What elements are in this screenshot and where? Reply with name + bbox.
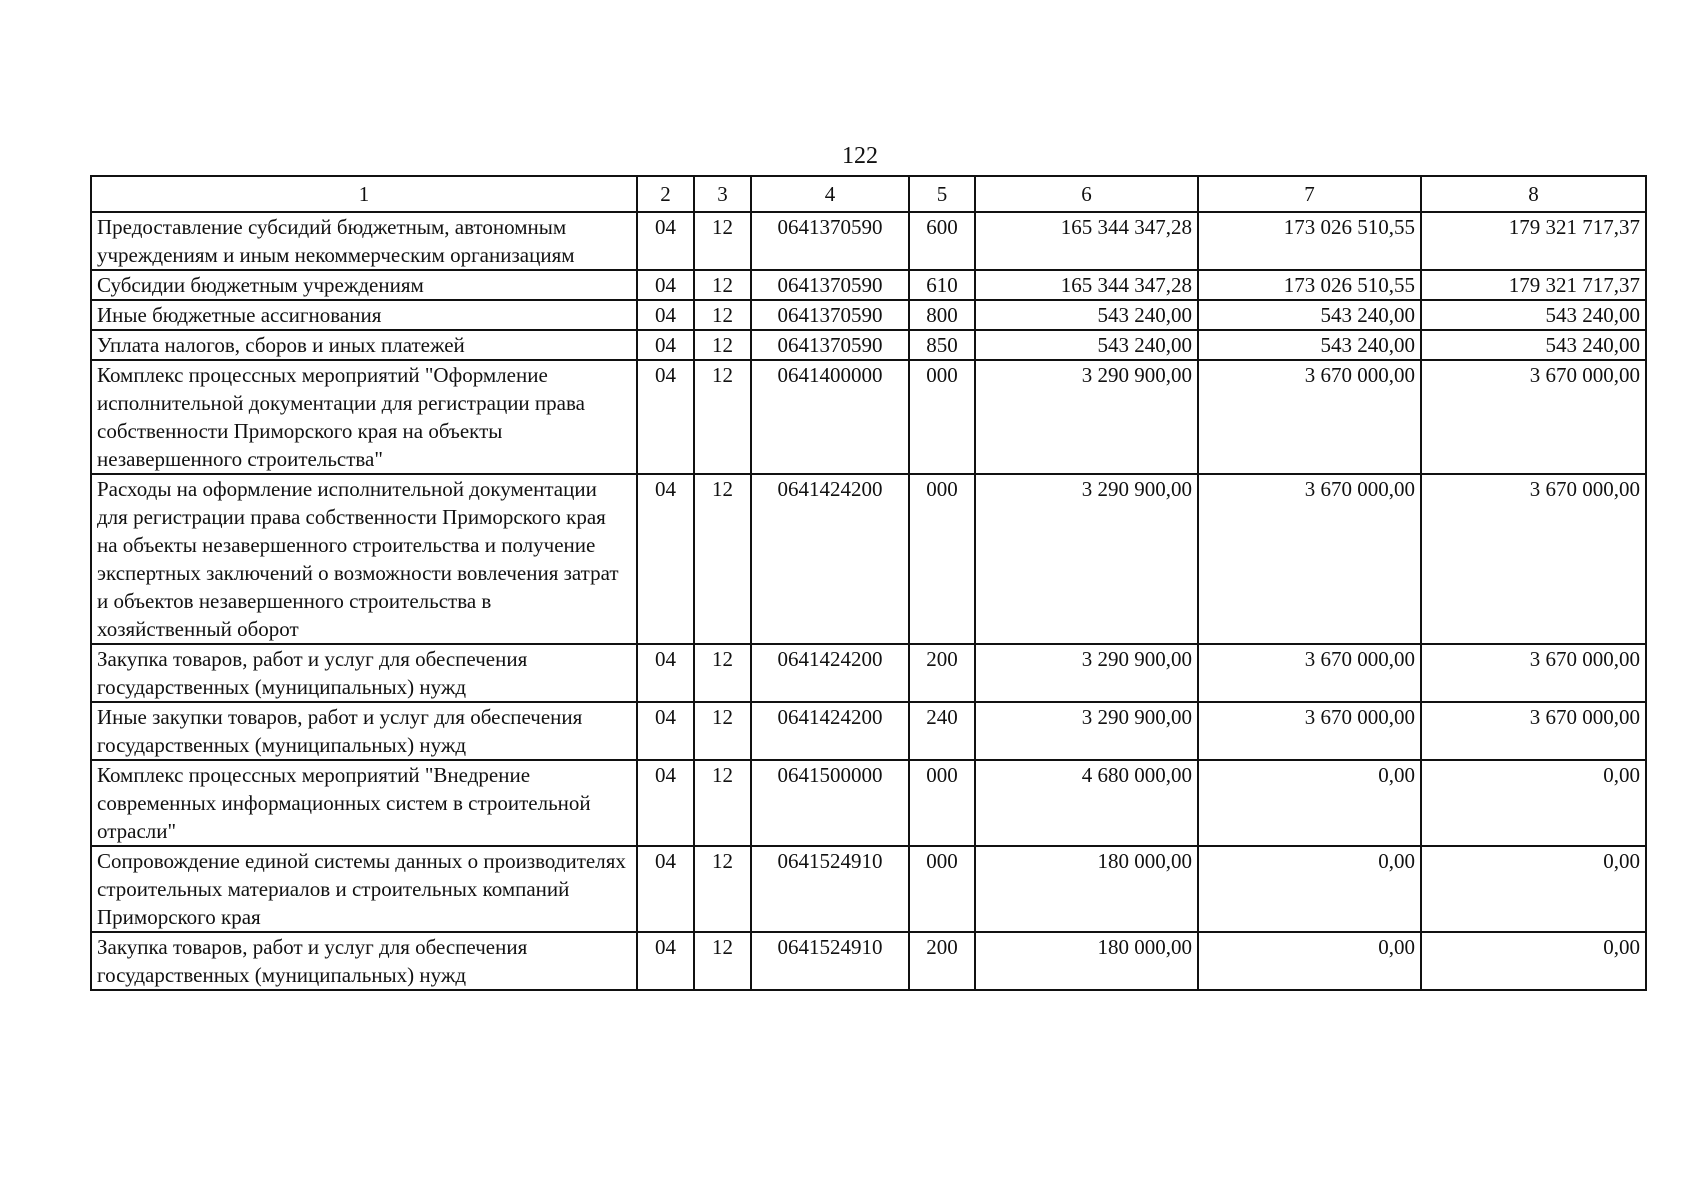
expense-type-code: 600 [909,212,975,270]
subsection-code: 12 [694,360,751,474]
amount-col-8: 179 321 717,37 [1421,270,1646,300]
amount-col-6: 165 344 347,28 [975,212,1198,270]
amount-col-6: 543 240,00 [975,330,1198,360]
row-name: Иные закупки товаров, работ и услуг для обеспечения государственных (муниципальных) нужд [91,702,637,760]
target-article-code: 0641424200 [751,474,909,644]
amount-col-8: 0,00 [1421,932,1646,990]
amount-col-6: 3 290 900,00 [975,644,1198,702]
amount-col-8: 0,00 [1421,846,1646,932]
row-name: Комплекс процессных мероприятий "Внедрение современных информационных систем в строительной отрасли" [91,760,637,846]
row-name: Предоставление субсидий бюджетным, автономным учреждениям и иным некоммерческим организациям [91,212,637,270]
row-name: Закупка товаров, работ и услуг для обеспечения государственных (муниципальных) нужд [91,932,637,990]
section-code: 04 [637,270,694,300]
table-row [91,300,1646,330]
column-header-3: 3 [694,176,751,212]
expense-type-code: 000 [909,846,975,932]
expense-type-code: 800 [909,300,975,330]
column-header-7: 7 [1198,176,1421,212]
amount-col-7: 3 670 000,00 [1198,474,1421,644]
table-row [91,474,1646,644]
expense-type-code: 200 [909,644,975,702]
amount-col-7: 173 026 510,55 [1198,212,1421,270]
section-code: 04 [637,760,694,846]
target-article-code: 0641424200 [751,702,909,760]
row-name: Иные бюджетные ассигнования [91,300,637,330]
page-number: 122 [842,143,878,169]
header-row [91,176,1646,212]
subsection-code: 12 [694,760,751,846]
subsection-code: 12 [694,644,751,702]
section-code: 04 [637,474,694,644]
column-header-8: 8 [1421,176,1646,212]
column-header-6: 6 [975,176,1198,212]
table-row [91,846,1646,932]
section-code: 04 [637,330,694,360]
amount-col-8: 3 670 000,00 [1421,360,1646,474]
amount-col-8: 543 240,00 [1421,330,1646,360]
expense-type-code: 000 [909,474,975,644]
section-code: 04 [637,360,694,474]
column-header-4: 4 [751,176,909,212]
amount-col-8: 179 321 717,37 [1421,212,1646,270]
amount-col-7: 3 670 000,00 [1198,702,1421,760]
amount-col-7: 0,00 [1198,760,1421,846]
target-article-code: 0641400000 [751,360,909,474]
section-code: 04 [637,846,694,932]
amount-col-7: 543 240,00 [1198,300,1421,330]
table-row [91,212,1646,270]
target-article-code: 0641524910 [751,932,909,990]
column-header-2: 2 [637,176,694,212]
amount-col-7: 3 670 000,00 [1198,360,1421,474]
amount-col-8: 3 670 000,00 [1421,474,1646,644]
row-name: Уплата налогов, сборов и иных платежей [91,330,637,360]
expense-type-code: 610 [909,270,975,300]
expense-type-code: 000 [909,360,975,474]
row-name: Комплекс процессных мероприятий "Оформление исполнительной документации для регистрации права собственности Приморского края на объекты незавершенного строительства" [91,360,637,474]
amount-col-7: 0,00 [1198,932,1421,990]
budget-table [90,175,1647,991]
amount-col-6: 4 680 000,00 [975,760,1198,846]
amount-col-8: 3 670 000,00 [1421,644,1646,702]
amount-col-6: 3 290 900,00 [975,474,1198,644]
subsection-code: 12 [694,270,751,300]
subsection-code: 12 [694,212,751,270]
amount-col-6: 543 240,00 [975,300,1198,330]
amount-col-6: 3 290 900,00 [975,360,1198,474]
subsection-code: 12 [694,932,751,990]
row-name: Сопровождение единой системы данных о производителях строительных материалов и строительных компаний Приморского края [91,846,637,932]
table-row [91,270,1646,300]
amount-col-7: 173 026 510,55 [1198,270,1421,300]
target-article-code: 0641424200 [751,644,909,702]
amount-col-6: 180 000,00 [975,846,1198,932]
amount-col-7: 3 670 000,00 [1198,644,1421,702]
target-article-code: 0641500000 [751,760,909,846]
section-code: 04 [637,212,694,270]
table-row [91,760,1646,846]
expense-type-code: 200 [909,932,975,990]
amount-col-8: 543 240,00 [1421,300,1646,330]
table-row [91,360,1646,474]
section-code: 04 [637,300,694,330]
expense-type-code: 240 [909,702,975,760]
column-header-5: 5 [909,176,975,212]
row-name: Закупка товаров, работ и услуг для обеспечения государственных (муниципальных) нужд [91,644,637,702]
section-code: 04 [637,932,694,990]
table-row [91,932,1646,990]
subsection-code: 12 [694,702,751,760]
target-article-code: 0641370590 [751,270,909,300]
expense-type-code: 850 [909,330,975,360]
subsection-code: 12 [694,846,751,932]
amount-col-6: 180 000,00 [975,932,1198,990]
section-code: 04 [637,644,694,702]
column-header-1: 1 [91,176,637,212]
row-name: Расходы на оформление исполнительной документации для регистрации права собственности Приморского края на объекты незавершенного строительства и получение экспертных заключений о возможности вовлечения затрат и объектов незавершенного строительства в хозяйственный оборот [91,474,637,644]
subsection-code: 12 [694,300,751,330]
table-row [91,702,1646,760]
table-row [91,644,1646,702]
subsection-code: 12 [694,474,751,644]
expense-type-code: 000 [909,760,975,846]
target-article-code: 0641524910 [751,846,909,932]
amount-col-6: 3 290 900,00 [975,702,1198,760]
row-name: Субсидии бюджетным учреждениям [91,270,637,300]
subsection-code: 12 [694,330,751,360]
target-article-code: 0641370590 [751,212,909,270]
amount-col-7: 543 240,00 [1198,330,1421,360]
amount-col-6: 165 344 347,28 [975,270,1198,300]
amount-col-8: 3 670 000,00 [1421,702,1646,760]
table-row [91,330,1646,360]
section-code: 04 [637,702,694,760]
target-article-code: 0641370590 [751,330,909,360]
target-article-code: 0641370590 [751,300,909,330]
amount-col-8: 0,00 [1421,760,1646,846]
amount-col-7: 0,00 [1198,846,1421,932]
